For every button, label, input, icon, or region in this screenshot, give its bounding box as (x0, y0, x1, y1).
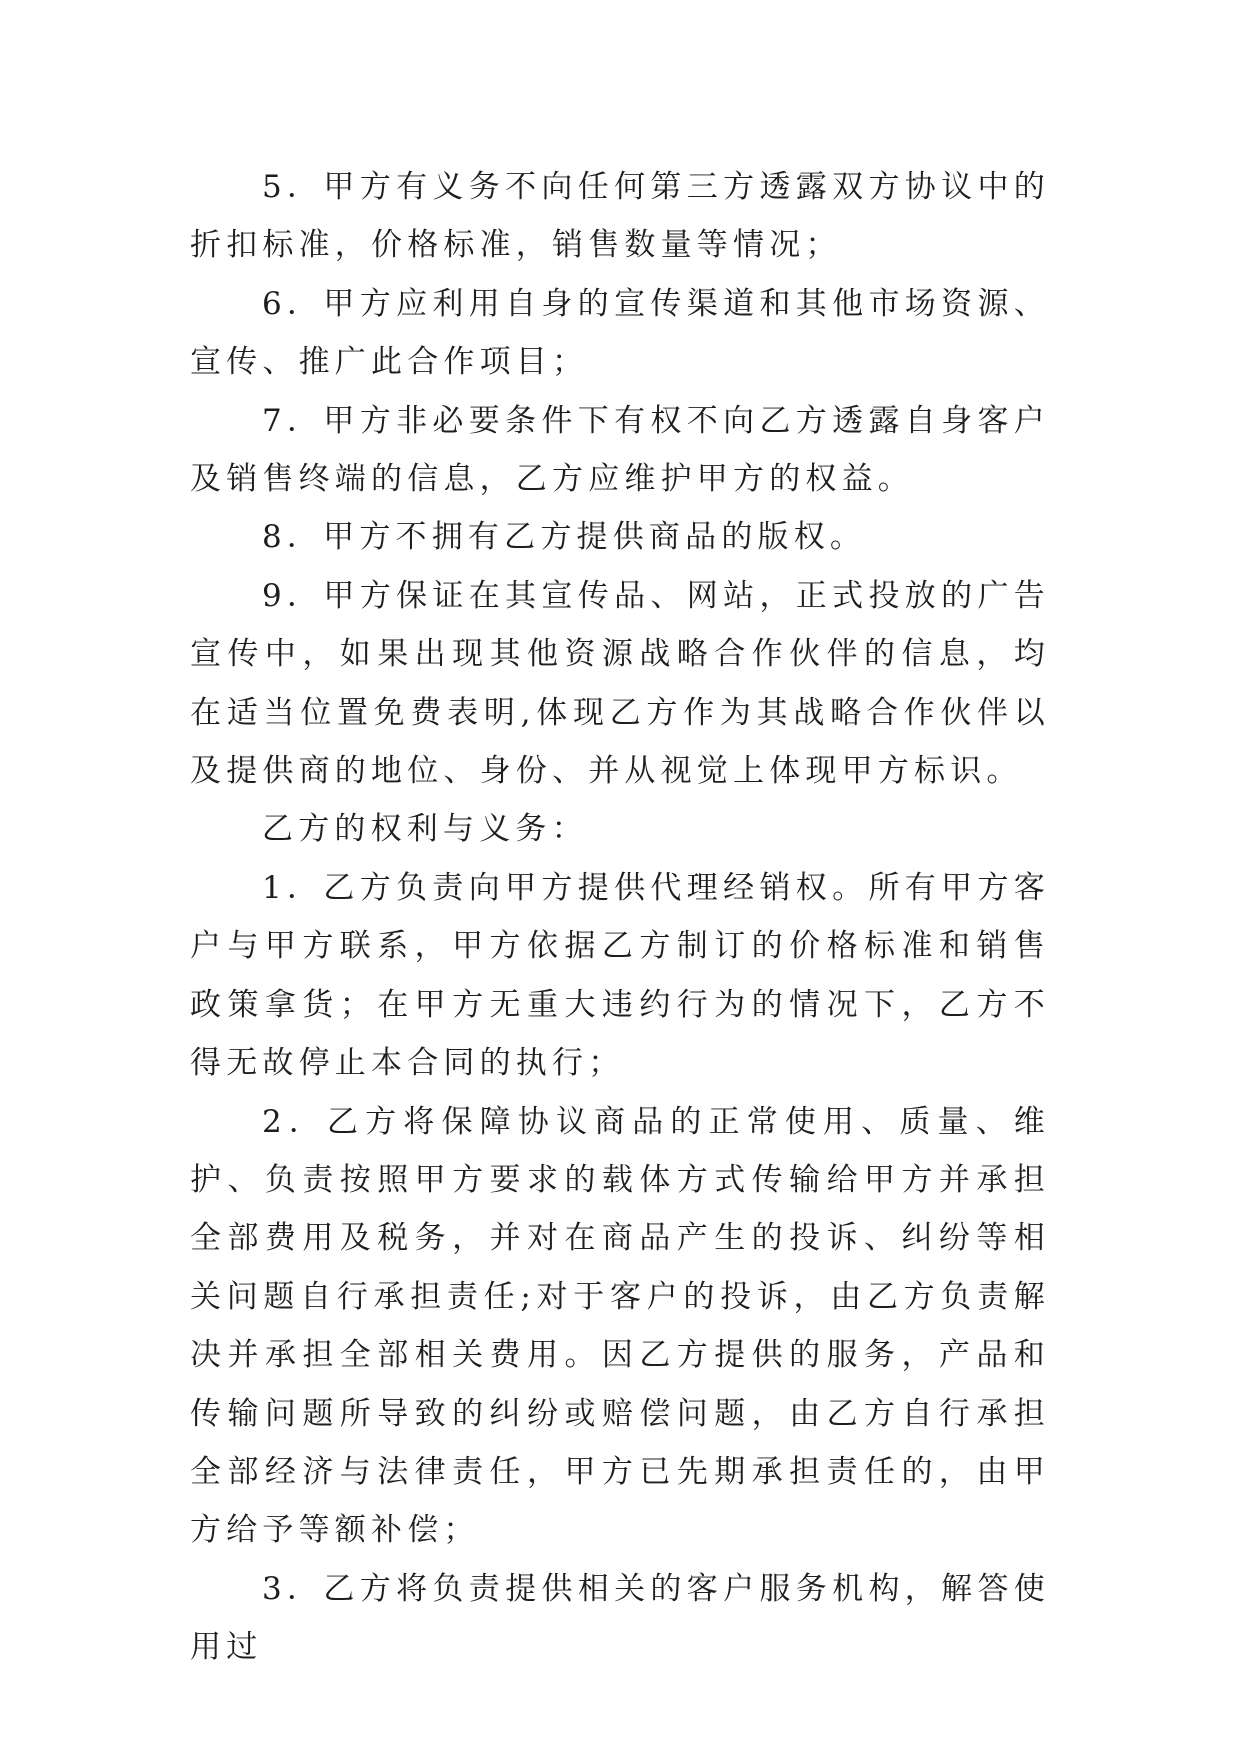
paragraph-item-8: 8．甲方不拥有乙方提供商品的版权。 (262, 519, 867, 556)
paragraph-party-b-1: 1．乙方负责向甲方提供代理经销权。所有甲方客户与甲方联系，甲方依据乙方制订的价格标准和销售政策拿货；在甲方无重大违约行为的情况下，乙方不得无故停止本合同的执行； (190, 869, 1050, 1082)
paragraph-item-9: 9．甲方保证在其宣传品、网站，正式投放的广告宣传中，如果出现其他资源战略合作伙伴的信息，均在适当位置免费表明,体现乙方作为其战略合作伙伴以及提供商的地位、身份、并从视觉上体现甲方标识。 (190, 577, 1050, 790)
paragraph-party-b-3: 3．乙方将负责提供相关的客户服务机构，解答使用过 (190, 1570, 1050, 1666)
document-body (190, 158, 1050, 1677)
paragraph-item-6: 6．甲方应利用自身的宣传渠道和其他市场资源、宣传、推广此合作项目； (190, 285, 1050, 381)
paragraph-item-5: 5．甲方有义务不向任何第三方透露双方协议中的折扣标准，价格标准，销售数量等情况； (190, 169, 1050, 264)
section-heading-party-b: 乙方的权利与义务： (262, 811, 588, 848)
paragraph-item-7: 7．甲方非必要条件下有权不向乙方透露自身客户及销售终端的信息，乙方应维护甲方的权益。 (190, 402, 1050, 498)
paragraph-party-b-2: 2．乙方将保障协议商品的正常使用、质量、维护、负责按照甲方要求的载体方式传输给甲方并承担全部费用及税务，并对在商品产生的投诉、纠纷等相关问题自行承担责任;对于客户的投诉，由乙方负责解决并承担全部相关费用。因乙方提供的服务，产品和传输问题所导致的纠纷或赔偿问题，由乙方自行承担全部经济与法律责任，甲方已先期承担责任的，由甲方给予等额补偿； (190, 1103, 1050, 1549)
